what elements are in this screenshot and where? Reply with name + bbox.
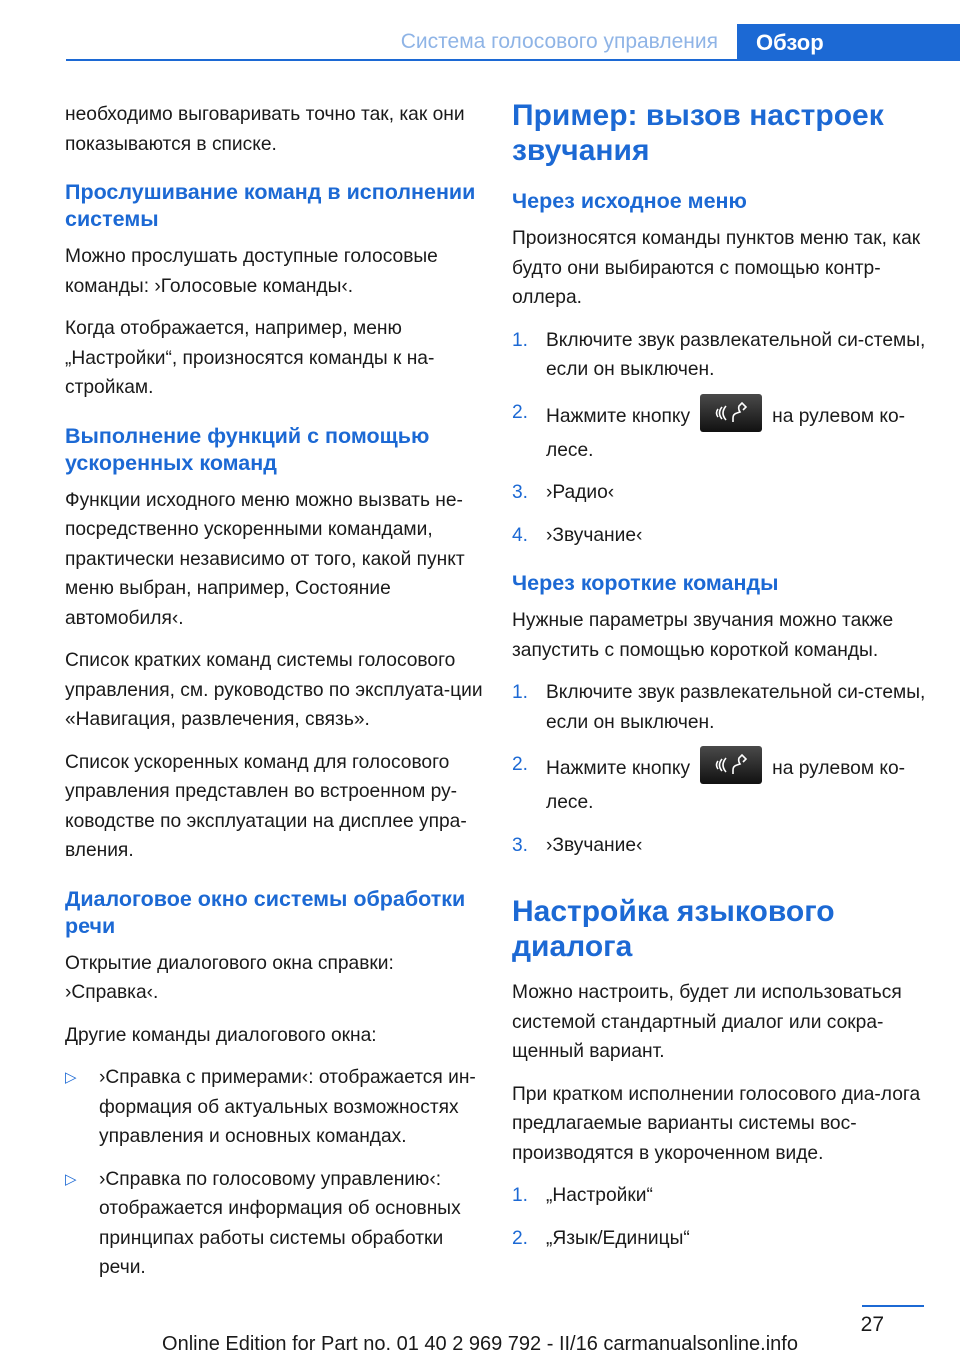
bullet-item <box>65 1063 485 1152</box>
paragraph-exec-2: Список кратких команд системы голосового управления, см. руководство по эксплуата-ции «Навигация, развлечения, связь». <box>65 650 483 730</box>
step-item <box>512 1224 932 1254</box>
heading-short-commands: Через короткие команды <box>512 571 779 595</box>
step-number: 1. <box>512 682 529 703</box>
paragraph-exec-3: Список ускоренных команд для голосового управления представлен во встроенном ру-ководстве по эксплуатации на дисплее упра-вления. <box>65 751 467 861</box>
bullet-text: ›Справка по голосовому управлению‹: отображается информация об основных принципах работы системы обработки речи. <box>99 1168 461 1278</box>
right-column <box>512 98 932 1266</box>
paragraph-language-1: Можно настроить, будет ли использоваться системой стандартный диалог или сокра-щенный вариант. <box>512 982 902 1062</box>
step-item <box>512 521 932 551</box>
step-number: 3. <box>512 482 529 503</box>
step-item <box>512 478 932 508</box>
heading-via-menu: Через исходное меню <box>512 189 747 213</box>
paragraph-dialog-1: Открытие диалогового окна справки: ›Справка‹. <box>65 952 394 1003</box>
step-number: 2. <box>512 754 529 775</box>
paragraph-exec-1: Функции исходного меню можно вызвать не-посредственно ускоренными командами, практически независимо от того, какой пункт меню выбран, например, Состояние автомобиля‹. <box>65 489 465 629</box>
step-text: ›Радио‹ <box>546 482 615 503</box>
paragraph-via-menu: Произносятся команды пунктов меню так, как будто они выбираются с помощью контр-оллера. <box>512 228 921 308</box>
paragraph-listen-2: Когда отображается, например, меню „Настройки“, произносятся команды к на-стройкам. <box>65 318 435 398</box>
step-number: 1. <box>512 1185 529 1206</box>
step-number: 1. <box>512 329 529 351</box>
heading-example: Пример: вызов настроек звучания <box>512 99 884 167</box>
step-text <box>546 750 932 818</box>
step-text-post: на рулевом ко-лесе. <box>546 405 906 461</box>
step-number: 4. <box>512 524 529 546</box>
steering-wheel-voice-icon <box>700 394 762 432</box>
footer-edition <box>0 1333 960 1356</box>
paragraph-listen-1: Можно прослушать доступные голосовые команды: ›Голосовые команды‹. <box>65 246 438 297</box>
step-number: 2. <box>512 1227 529 1249</box>
step-item <box>512 1181 932 1211</box>
step-text: ›Звучание‹ <box>546 834 643 856</box>
paragraph-dialog-2: Другие команды диалогового окна: <box>65 1024 377 1046</box>
steering-wheel-voice-icon <box>700 746 762 784</box>
bullet-triangle-icon: ▷ <box>65 1069 77 1086</box>
heading-language-dialog: Настройка языкового диалога <box>512 895 835 963</box>
bullet-triangle-icon: ▷ <box>65 1170 77 1188</box>
step-item <box>512 326 932 385</box>
paragraph-intro: необходимо выговаривать точно так, как они показываются в списке. <box>65 104 465 155</box>
header-rule <box>66 59 960 61</box>
step-text-post: на рулевом ко-лесе. <box>546 758 906 813</box>
step-text: „Настройки“ <box>546 1185 653 1206</box>
bullet-text: ›Справка с примерами‹: отображается ин-формация об актуальных возможностях управления и основных командах. <box>99 1067 476 1147</box>
heading-dialog: Диалоговое окно системы обработки речи <box>65 886 466 938</box>
heading-listen: Прослушивание команд в исполнении системы <box>65 180 476 231</box>
footer-edition-text: Online Edition for Part no. 01 40 2 969 792 - II/16 carmanualsonline.info <box>162 1333 798 1355</box>
paragraph-language-2: При кратком исполнении голосового диа-лога предлагаемые варианты системы вос-производятся в укороченном виде. <box>512 1083 921 1164</box>
step-text: Включите звук развлекательной си-стемы, если он выключен. <box>546 329 926 380</box>
header-tab: Обзор <box>737 24 960 61</box>
footer-rule <box>862 1305 924 1307</box>
paragraph-short-commands: Нужные параметры звучания можно также запустить с помощью короткой команды. <box>512 610 894 661</box>
step-number: 3. <box>512 834 529 856</box>
heading-exec: Выполнение функций с помощью ускоренных команд <box>65 423 430 475</box>
step-number: 2. <box>512 401 529 423</box>
step-text: Включите звук развлекательной си-стемы, если он выключен. <box>546 682 926 733</box>
page-number: 27 <box>860 1313 884 1336</box>
step-text-pre: Нажмите кнопку <box>546 405 691 427</box>
step-text <box>546 398 932 466</box>
left-column <box>65 100 485 1296</box>
step-item <box>512 831 932 861</box>
header-section-title: Система голосового управления <box>400 30 718 53</box>
step-item <box>512 398 932 466</box>
bullet-item <box>65 1165 485 1283</box>
step-item <box>512 750 932 818</box>
step-item <box>512 678 932 737</box>
step-text: ›Звучание‹ <box>546 524 643 546</box>
step-text: „Язык/Единицы“ <box>546 1227 690 1249</box>
step-text-pre: Нажмите кнопку <box>546 758 691 780</box>
